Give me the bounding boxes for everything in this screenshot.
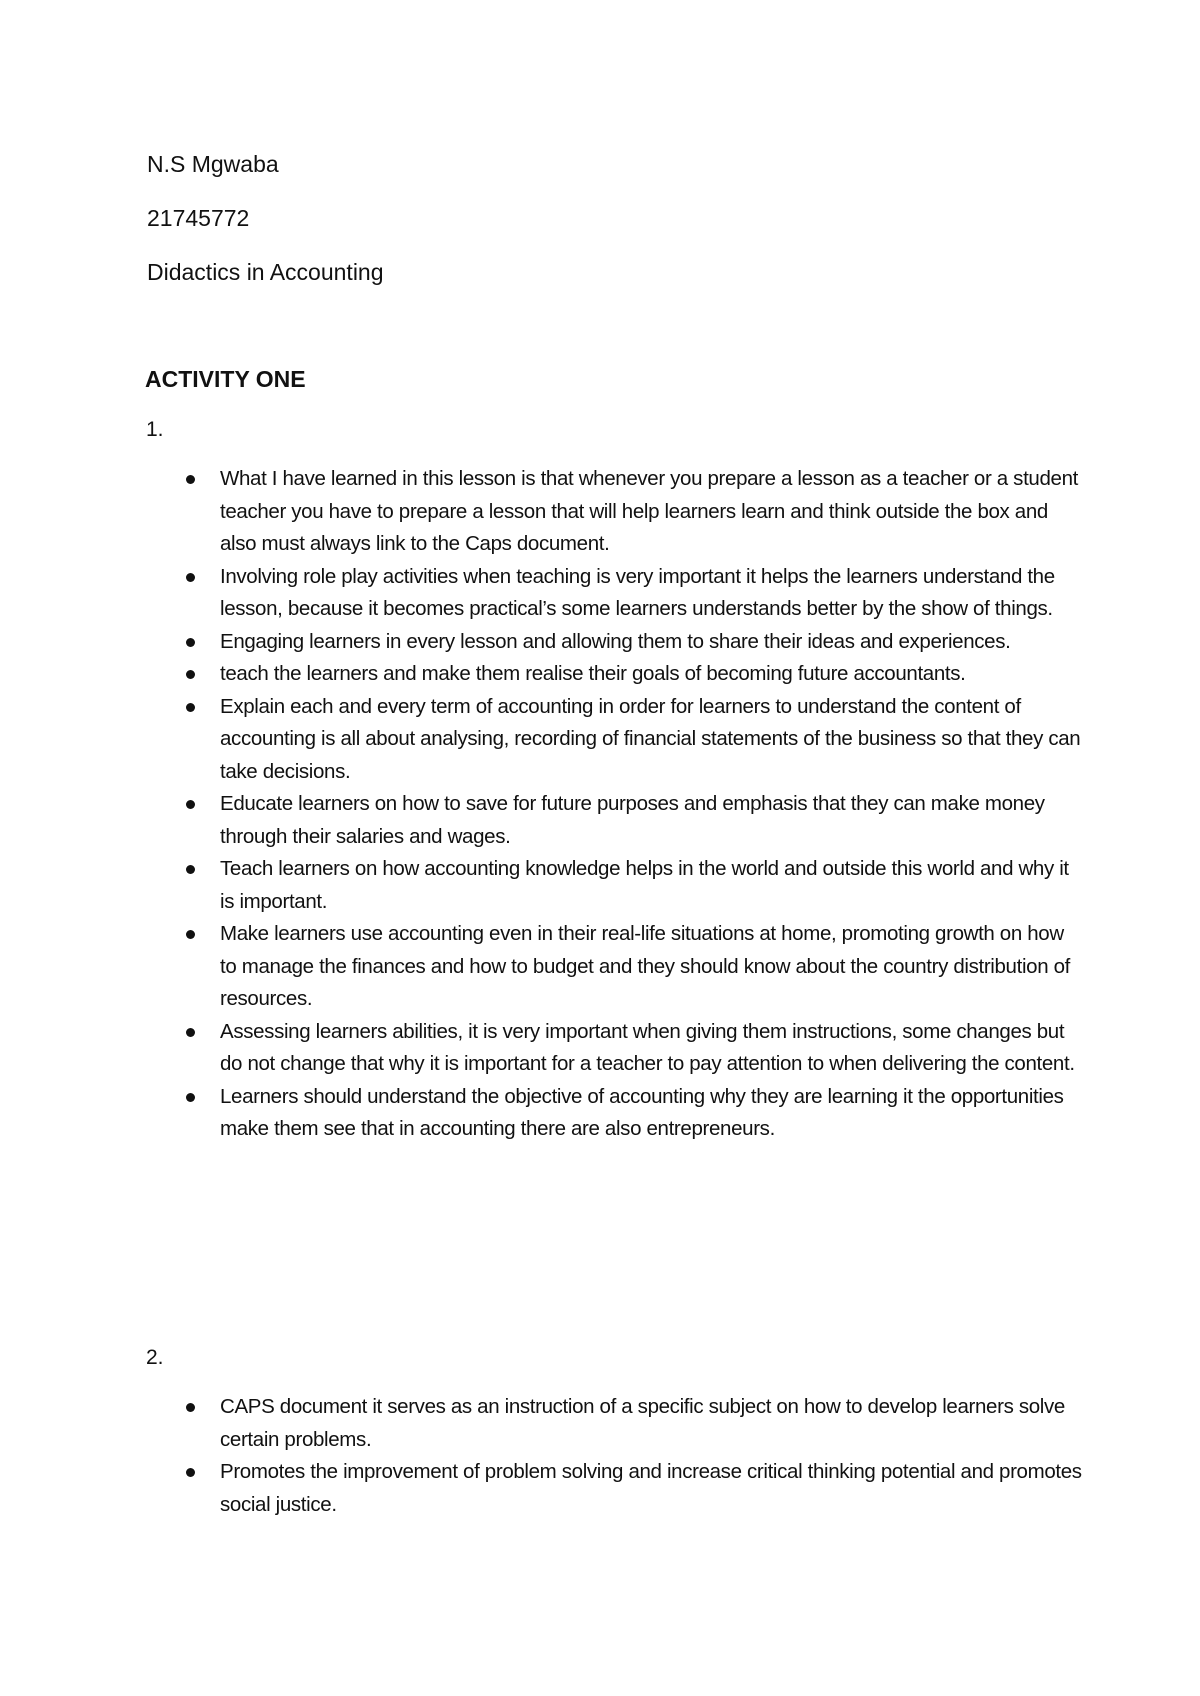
list-item xyxy=(184,853,1084,918)
list-item xyxy=(184,1391,1084,1456)
list-item-text: Make learners use accounting even in their real-life situations at home, promoting growth on how to manage the finances and how to budget and they should know about the country distribution of resources. xyxy=(220,922,1070,1010)
list-item-text: Learners should understand the objective of accounting why they are learning it the opportunities make them see that in accounting there are also entrepreneurs. xyxy=(220,1084,1064,1140)
list-item-text: Promotes the improvement of problem solving and increase critical thinking potential and promotes social justice. xyxy=(220,1460,1082,1516)
list-item xyxy=(184,658,1084,691)
list-item-text: What I have learned in this lesson is that whenever you prepare a lesson as a teacher or a student teacher you have to prepare a lesson that will help learners learn and think outside the box and also must always link to the Caps document. xyxy=(220,467,1078,555)
list-item xyxy=(184,1016,1084,1081)
bullet-icon xyxy=(186,800,195,809)
list-item-text: Teach learners on how accounting knowledge helps in the world and outside this world and why it is important. xyxy=(220,857,1069,913)
list-item xyxy=(184,1081,1084,1146)
bullet-icon xyxy=(186,573,195,582)
list-item-text: CAPS document it serves as an instruction of a specific subject on how to develop learners solve certain problems. xyxy=(220,1395,1065,1451)
list-item xyxy=(184,788,1084,853)
list-item-text: Involving role play activities when teaching is very important it helps the learners understand the lesson, because it becomes practical’s some learners understands better by the show of things. xyxy=(220,564,1055,620)
bullet-icon xyxy=(186,703,195,712)
list-item-text: teach the learners and make them realise their goals of becoming future accountants. xyxy=(220,662,966,685)
bullet-icon xyxy=(186,1403,195,1412)
student-number: 21745772 xyxy=(147,205,250,231)
list-item-text: Explain each and every term of accounting in order for learners to understand the content of accounting is all about analysing, recording of financial statements of the business so that they can take decisions. xyxy=(220,694,1081,783)
bullet-icon xyxy=(186,930,195,939)
list-item xyxy=(184,918,1084,1016)
question-2-list xyxy=(184,1391,1084,1521)
list-item-text: Assessing learners abilities, it is very important when giving them instructions, some changes but do not change that why it is important for a teacher to pay attention to when delivering the content. xyxy=(220,1019,1075,1075)
bullet-icon xyxy=(186,638,195,647)
list-item xyxy=(184,626,1084,659)
bullet-icon xyxy=(186,1028,195,1037)
question-1-list xyxy=(184,463,1084,1146)
question-1-number: 1. xyxy=(146,418,164,441)
list-item xyxy=(184,691,1084,789)
author-name: N.S Mgwaba xyxy=(147,151,279,177)
activity-heading: ACTIVITY ONE xyxy=(145,366,306,392)
bullet-icon xyxy=(186,1468,195,1477)
list-item xyxy=(184,561,1084,626)
list-item xyxy=(184,1456,1084,1521)
course-title: Didactics in Accounting xyxy=(147,259,384,285)
list-item-text: Educate learners on how to save for future purposes and emphasis that they can make money through their salaries and wages. xyxy=(220,792,1045,848)
list-item-text: Engaging learners in every lesson and allowing them to share their ideas and experiences. xyxy=(220,629,1011,653)
bullet-icon xyxy=(186,865,195,874)
bullet-icon xyxy=(186,670,195,679)
question-2-number: 2. xyxy=(146,1346,164,1369)
bullet-icon xyxy=(186,475,195,484)
bullet-icon xyxy=(186,1093,195,1102)
list-item xyxy=(184,463,1084,561)
